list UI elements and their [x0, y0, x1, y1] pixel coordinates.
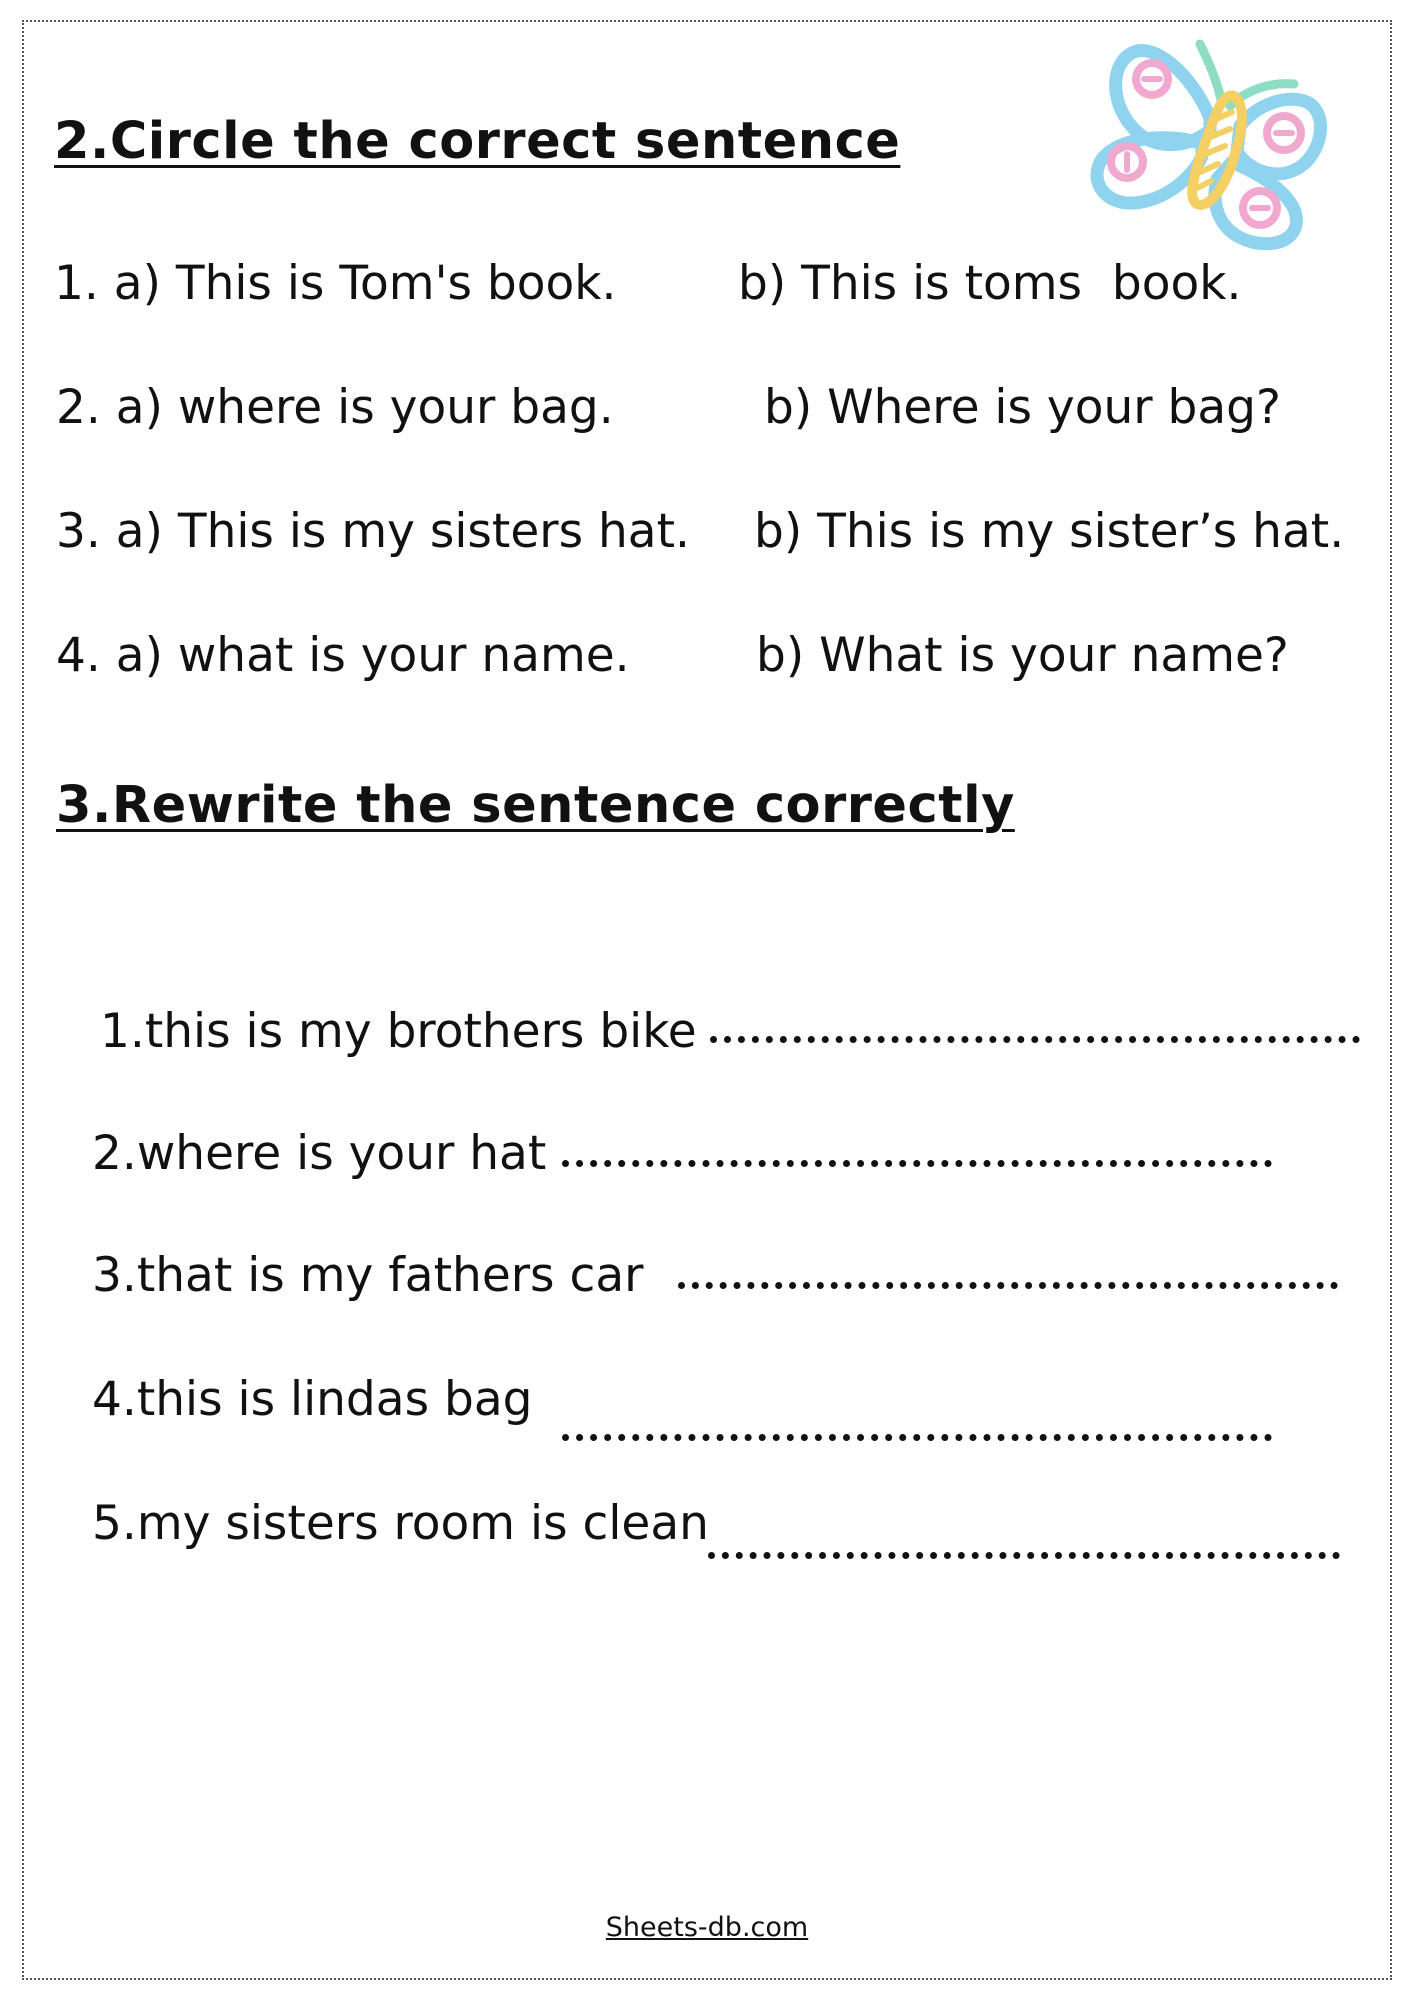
question-4-option-b: b) What is your name? [756, 628, 1289, 683]
footer-source: Sheets-db.com [605, 1912, 809, 1943]
rewrite-item-4: 4.this is lindas bag [92, 1372, 533, 1427]
question-1-option-a: 1. a) This is Tom's book. [54, 256, 617, 311]
section-2-heading: 2.Circle the correct sentence [54, 112, 901, 171]
rewrite-item-3: 3.that is my fathers car [92, 1248, 644, 1303]
page-border [22, 20, 1392, 1980]
answer-line-4[interactable] [562, 1434, 1272, 1441]
rewrite-item-5: 5.my sisters room is clean [92, 1496, 709, 1551]
question-2-option-b: b) Where is your bag? [764, 380, 1281, 435]
answer-line-1[interactable] [710, 1036, 1360, 1043]
question-1-option-b: b) This is toms book. [738, 256, 1242, 311]
answer-line-3[interactable] [678, 1282, 1338, 1289]
question-3-option-a: 3. a) This is my sisters hat. [56, 504, 690, 559]
answer-line-5[interactable] [708, 1552, 1340, 1559]
question-3-option-b: b) This is my sister’s hat. [754, 504, 1345, 559]
rewrite-item-2: 2.where is your hat [92, 1126, 547, 1181]
question-4-option-a: 4. a) what is your name. [56, 628, 630, 683]
section-3-heading: 3.Rewrite the sentence correctly [56, 776, 1015, 835]
question-2-option-a: 2. a) where is your bag. [56, 380, 614, 435]
rewrite-item-1: 1.this is my brothers bike [100, 1004, 697, 1059]
butterfly-icon [1082, 34, 1330, 254]
answer-line-2[interactable] [562, 1160, 1272, 1167]
